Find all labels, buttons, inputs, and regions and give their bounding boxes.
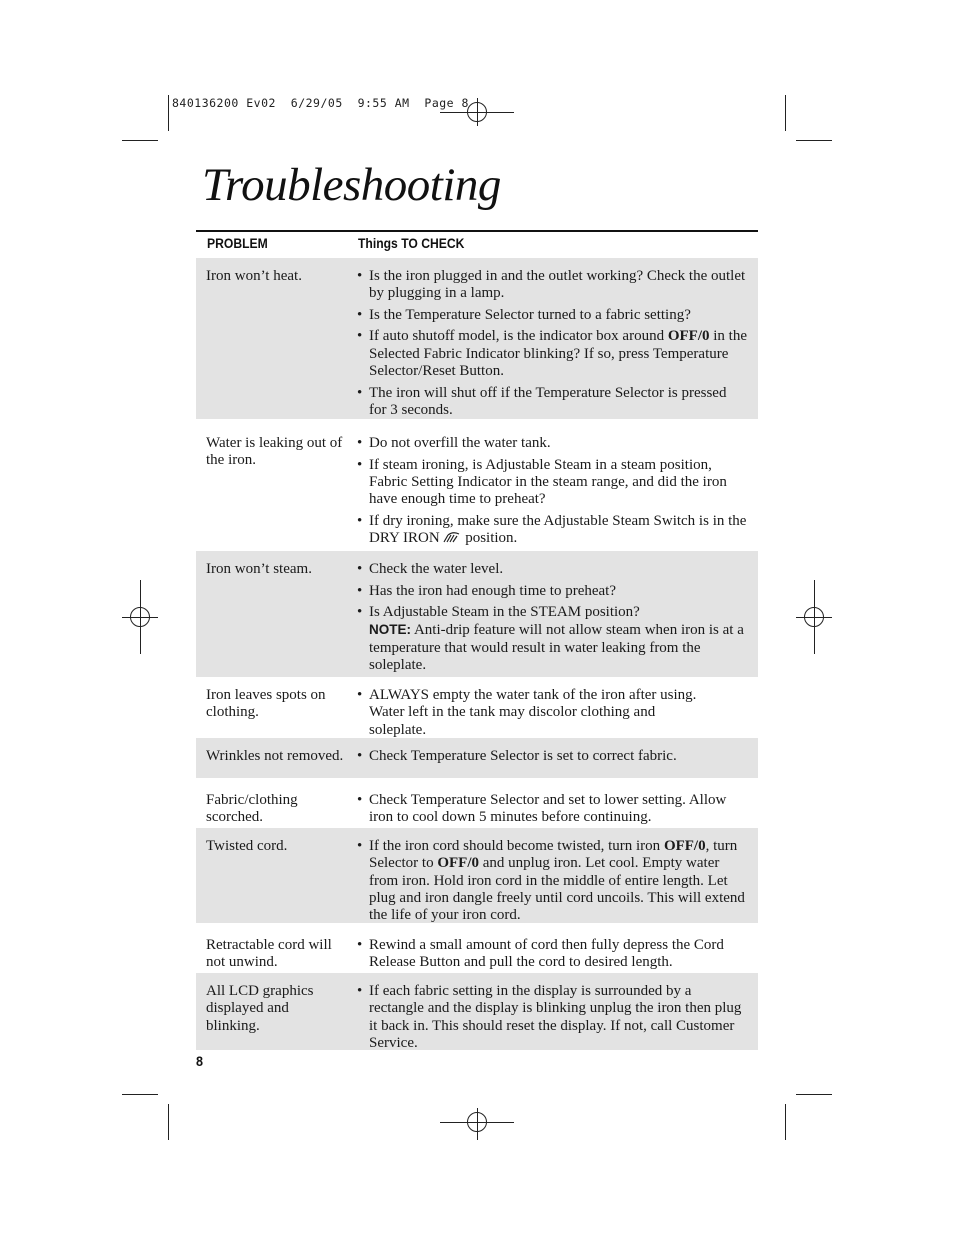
checks-list bbox=[357, 435, 747, 552]
problem-cell: Twisted cord. bbox=[206, 838, 288, 854]
check-item: • If steam ironing, is Adjustable Steam in a steam position, Fabric Setting Indicator in the steam range, and did the iron have enough time to preheat? bbox=[357, 457, 747, 509]
check-item: • Has the iron had enough time to preheat? bbox=[357, 583, 747, 600]
check-item: • Do not overfill the water tank. bbox=[357, 435, 747, 452]
problem-cell: Fabric/clothing scorched. bbox=[206, 792, 298, 826]
column-header-checks: Things TO CHECK bbox=[358, 236, 465, 251]
problem-cell: Iron won’t heat. bbox=[206, 268, 302, 284]
page-number: 8 bbox=[196, 1053, 204, 1069]
check-item: • Check Temperature Selector and set to lower setting. Allow iron to cool down 5 minutes before continuing. bbox=[357, 792, 747, 827]
table-row bbox=[196, 973, 758, 1050]
note-label: NOTE: bbox=[369, 622, 411, 638]
crop-mark bbox=[122, 1094, 158, 1095]
table-row bbox=[196, 425, 758, 549]
title-rule bbox=[196, 230, 758, 232]
table-row bbox=[196, 927, 758, 971]
check-text: If dry ironing, make sure the Adjustable Steam Switch is in the DRY IRON bbox=[369, 512, 747, 547]
problem-cell: All LCD graphics displayed and blinking. bbox=[206, 983, 314, 1034]
checks-list bbox=[357, 561, 747, 679]
checks-list bbox=[357, 792, 747, 831]
checks-list bbox=[357, 983, 747, 1056]
checks-list bbox=[357, 268, 747, 424]
check-item bbox=[357, 513, 747, 548]
checks-list bbox=[357, 937, 747, 976]
column-header-problem: PROBLEM bbox=[207, 236, 268, 251]
printer-slug: 840136200 Ev02 6/29/05 9:55 AM Page 8 bbox=[172, 96, 469, 110]
dry-iron-icon bbox=[443, 530, 461, 544]
problem-cell: Iron leaves spots on clothing. bbox=[206, 687, 326, 721]
checks-list bbox=[357, 838, 747, 929]
crop-mark bbox=[785, 1104, 786, 1140]
table-row bbox=[196, 551, 758, 677]
checks-list bbox=[357, 748, 747, 770]
crop-mark bbox=[785, 95, 786, 131]
check-item: • Is the iron plugged in and the outlet working? Check the outlet by plugging in a lamp. bbox=[357, 268, 747, 303]
page-title: Troubleshooting bbox=[202, 159, 501, 211]
check-item: • Check Temperature Selector is set to correct fabric. bbox=[357, 748, 747, 765]
crop-mark bbox=[168, 95, 169, 131]
checks-list bbox=[357, 687, 697, 743]
table-row bbox=[196, 677, 758, 738]
table-row bbox=[196, 258, 758, 419]
note-text: Anti-drip feature will not allow steam when iron is at a temperature that would result in water leaking from the soleplate. bbox=[369, 622, 744, 674]
problem-cell: Retractable cord will not unwind. bbox=[206, 937, 332, 971]
note bbox=[369, 621, 747, 674]
problem-cell: Iron won’t steam. bbox=[206, 561, 312, 577]
check-item: • If each fabric setting in the display is surrounded by a rectangle and the display is blinking unplug the iron then plug it back in. This should reset the display. If not, call Customer Service. bbox=[357, 983, 747, 1052]
crop-mark bbox=[122, 140, 158, 141]
check-item: • Rewind a small amount of cord then fully depress the Cord Release Button and pull the cord to desired length. bbox=[357, 937, 747, 972]
crop-mark bbox=[796, 1094, 832, 1095]
check-item: • If auto shutoff model, is the indicator box around OFF/0 in the Selected Fabric Indicator blinking? If so, press Temperature Selector/Reset Button. bbox=[357, 328, 747, 380]
table-row bbox=[196, 738, 758, 778]
check-text: Is Adjustable Steam in the STEAM position? bbox=[369, 604, 640, 621]
table-row bbox=[196, 828, 758, 923]
table-row bbox=[196, 782, 758, 828]
crop-mark bbox=[796, 140, 832, 141]
check-item: • ALWAYS empty the water tank of the iron after using. Water left in the tank may discolor clothing and soleplate. bbox=[357, 687, 697, 739]
check-text: position. bbox=[465, 530, 518, 547]
crop-mark bbox=[168, 1104, 169, 1140]
check-item: • The iron will shut off if the Temperature Selector is pressed for 3 seconds. bbox=[357, 385, 747, 420]
problem-cell: Wrinkles not removed. bbox=[206, 748, 344, 764]
check-item: • Check the water level. bbox=[357, 561, 747, 578]
check-item: • Is the Temperature Selector turned to a fabric setting? bbox=[357, 307, 747, 324]
problem-cell: Water is leaking out of the iron. bbox=[206, 435, 343, 469]
check-item: • If the iron cord should become twisted, turn iron OFF/0, turn Selector to OFF/0 and unplug iron. Let cool. Empty water from iron. Hold iron cord in the middle of entire length. Let plug and iron dangle freely until cord uncoils. This will extend the life of your iron cord. bbox=[357, 838, 747, 924]
check-item bbox=[357, 604, 747, 674]
